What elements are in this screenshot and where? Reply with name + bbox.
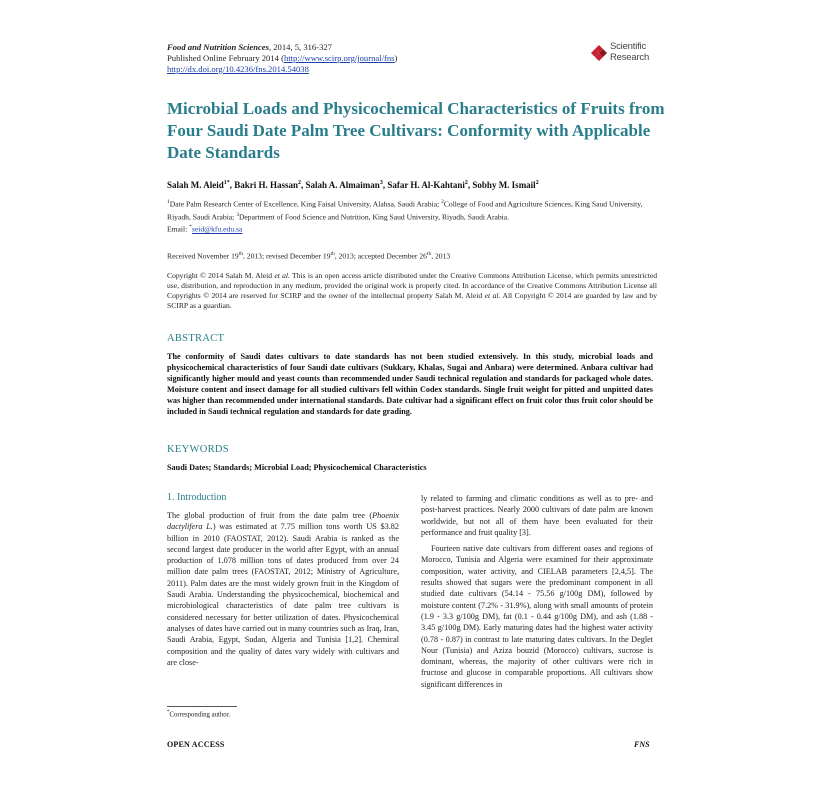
author-1: Salah M. Aleid [167, 180, 224, 190]
citation: , 2014, 5, 316-327 [268, 42, 332, 52]
doi-link[interactable]: http://dx.doi.org/10.4236/fns.2014.54038 [167, 64, 309, 74]
affil-2-mark: 2 [441, 199, 444, 205]
email-label: Email: [167, 224, 190, 234]
author-1-affil: 1* [223, 180, 230, 186]
affiliation-text [167, 197, 657, 222]
received-3-sup: th [426, 251, 432, 257]
received-4: , 2013 [431, 251, 451, 261]
copyright-etal-2: et al. [484, 291, 501, 300]
journal-link[interactable]: http://www.scirp.org/journal/fns [283, 53, 395, 63]
copyright-3: All Copyright © 2014 are guarded by law and by SCIRP as a guardian. [167, 291, 657, 310]
affil-1: Date Palm Research Center of Excellence, King Faisal University, Alahsa, Saudi Arabia; [169, 199, 442, 209]
affiliations [167, 197, 657, 235]
keywords-text: Saudi Dates; Standards; Microbial Load; Physicochemical Characteristics [167, 463, 427, 472]
received-1: Received November 19 [167, 251, 239, 261]
footnote-divider [167, 706, 237, 707]
column-right [421, 493, 653, 690]
copyright-1: Copyright © 2014 Salah M. Aleid [167, 271, 275, 280]
logo-line-2: Research [610, 51, 650, 63]
author-4-affil: 2 [464, 180, 468, 186]
received-2-sup: th [330, 251, 335, 257]
keywords-heading: KEYWORDS [167, 444, 229, 455]
intro-text-b: ) was estimated at 7.75 million tons worth US $3.82 billion in 2010 (FAOSTAT, 2012). Saudi Arabia is ranked as the second largest date producer in the world after Egypt, with an annual production of 1.078 million tons of dates produced from over 24 million date palm trees (FAOSTAT, 2012; Ministry of Agriculture, 2011). Palm dates are the most widely grown fruit in the Kingdom of Saudi Arabia. Understanding the physicochemical, biochemical and microbiological characteristics of date palm tree cultivars is considered necessary for better utilization of dates. Physicochemical analyses of dates have carried out in many countries such as Iraq, Iran, Saudi Arabia, Egypt, Sudan, Algeria and Tunisia [1,2]. Chemical composition and the quality of dates vary widely with cultivars and are close- [167, 522, 399, 667]
affil-3-mark: 3 [236, 211, 239, 218]
intro-paragraph-2: Fourteen native date cultivars from different oases and regions of Morocco, Tunisia and Algeria were examined for their approximate composition, water activity, and CIELAB parameters [2,4,5]. The results showed that sugars were the predominant component in all studied date cultivars (54.14 - 75.56 g/100g DM), followed by moisture content (7.2% - 31.9%), along with small amounts of protein (1.9 - 3.3 g/100g DM), fat (0.1 - 0.44 g/100g DM), and ash (1.88 - 3.45 g/100g DM). Early maturing dates had the highest water activity (0.78 - 0.87) in contrast to late maturing dates cultivars. In the Deglet Nour (Tunisia) and Aziza bouzid (Morocco) cultivars, sucrose is dominant, whereas, the majority of other cultivars were rich in fructose and glucose in comparable proportions. All cultivars show significant differences in [421, 544, 653, 689]
received-1-sup: th [238, 251, 243, 257]
scirp-logo-icon [590, 44, 608, 62]
author-list [167, 180, 539, 190]
logo-line-1: Scientific [610, 41, 647, 52]
affil-2: College of Food and Agriculture Sciences, King Saud University, Riyadh, Saudi Arabia; [167, 199, 643, 222]
published-text: Published Online February 2014 ( [167, 53, 284, 63]
received-2: , 2013; revised December 19 [242, 251, 331, 261]
author-4: , Safar H. Al-Kahtani [382, 180, 465, 190]
column-left [167, 510, 399, 668]
doi-line [167, 64, 397, 75]
email-link[interactable]: seid@kfu.edu.sa [191, 224, 243, 234]
affil-3: Department of Food Science and Nutrition, King Saud University, Riyadh, Saudi Arabia. [238, 212, 510, 222]
email-line [167, 222, 657, 235]
email-mark: * [189, 224, 192, 231]
footer-journal-abbrev: FNS [634, 740, 650, 749]
author-2-affil: 2 [298, 180, 302, 186]
scirp-logo-text [610, 42, 649, 63]
author-5: , Sobhy M. Ismail [467, 180, 536, 190]
received-3: , 2013; accepted December 26 [334, 251, 427, 261]
scirp-logo [590, 42, 660, 66]
footnote-mark: * [167, 710, 170, 715]
copyright-etal-1: et al. [274, 271, 290, 280]
affil-1-mark: 1 [167, 199, 170, 205]
paper-title: Microbial Loads and Physicochemical Characteristics of Fruits from Four Saudi Date Palm Tree Cultivars: Conformity with Applicable Date Standards [167, 99, 665, 162]
published-line [167, 53, 397, 64]
author-3-affil: 3 [379, 180, 383, 186]
journal-header [167, 42, 397, 75]
author-2: , Bakri H. Hassan [229, 180, 299, 190]
published-end: ) [394, 53, 398, 63]
author-5-affil: 2 [535, 180, 539, 186]
journal-name: Food and Nutrition Sciences [167, 42, 269, 52]
footnote [167, 710, 230, 718]
copyright-2: This is an open access article distributed under the Creative Commons Attribution License, which permits unrestricted use, distribution, and reproduction in any medium, provided the original work is properly cited. In accordance of the Creative Commons Attribution License all Copyrights © 2014 are reserved for SCIRP and the owner of the intellectual property Salah M. Aleid [167, 271, 657, 300]
author-3: , Salah A. Almaiman [301, 180, 380, 190]
species-name: Phoenix dactylifera L. [167, 511, 399, 532]
abstract-heading: ABSTRACT [167, 333, 225, 344]
citation-line [167, 42, 397, 53]
copyright-notice [167, 271, 657, 311]
received-dates [167, 251, 450, 261]
footer-open-access: OPEN ACCESS [167, 740, 225, 749]
introduction-heading: 1. Introduction [167, 492, 227, 503]
footnote-text: Corresponding author. [169, 711, 231, 719]
abstract-text: The conformity of Saudi dates cultivars to date standards has not been studied extensively. In this study, microbial loads and physicochemical characteristics of four Saudi date cultivars (Sukkary, Khalas, Sugai and Anbara) were determined. Anbara cultivar had significantly higher mould and yeast counts than recommended under Saudi technical regulation and standards for packaged whole dates. Moisture content and insect damage for all studied cultivars fell within Codex standards. Single fruit weight for pitted and unpitted dates was higher than recommended under international standards. Date cultivar had a significant effect on fruit color thus fruit color should be included in Saudi technical regulation and standards for date grading. [167, 352, 653, 416]
intro-paragraph-continued: ly related to farming and climatic conditions as well as to pre- and post-harvest practices. Nearly 2000 cultivars of date palm are known worldwide, but not all of them have been evaluated for their performance and fruit quality [3]. [421, 494, 653, 537]
intro-text-a: The global production of fruit from the date palm tree ( [167, 511, 373, 520]
intro-paragraph-1 [167, 510, 399, 668]
